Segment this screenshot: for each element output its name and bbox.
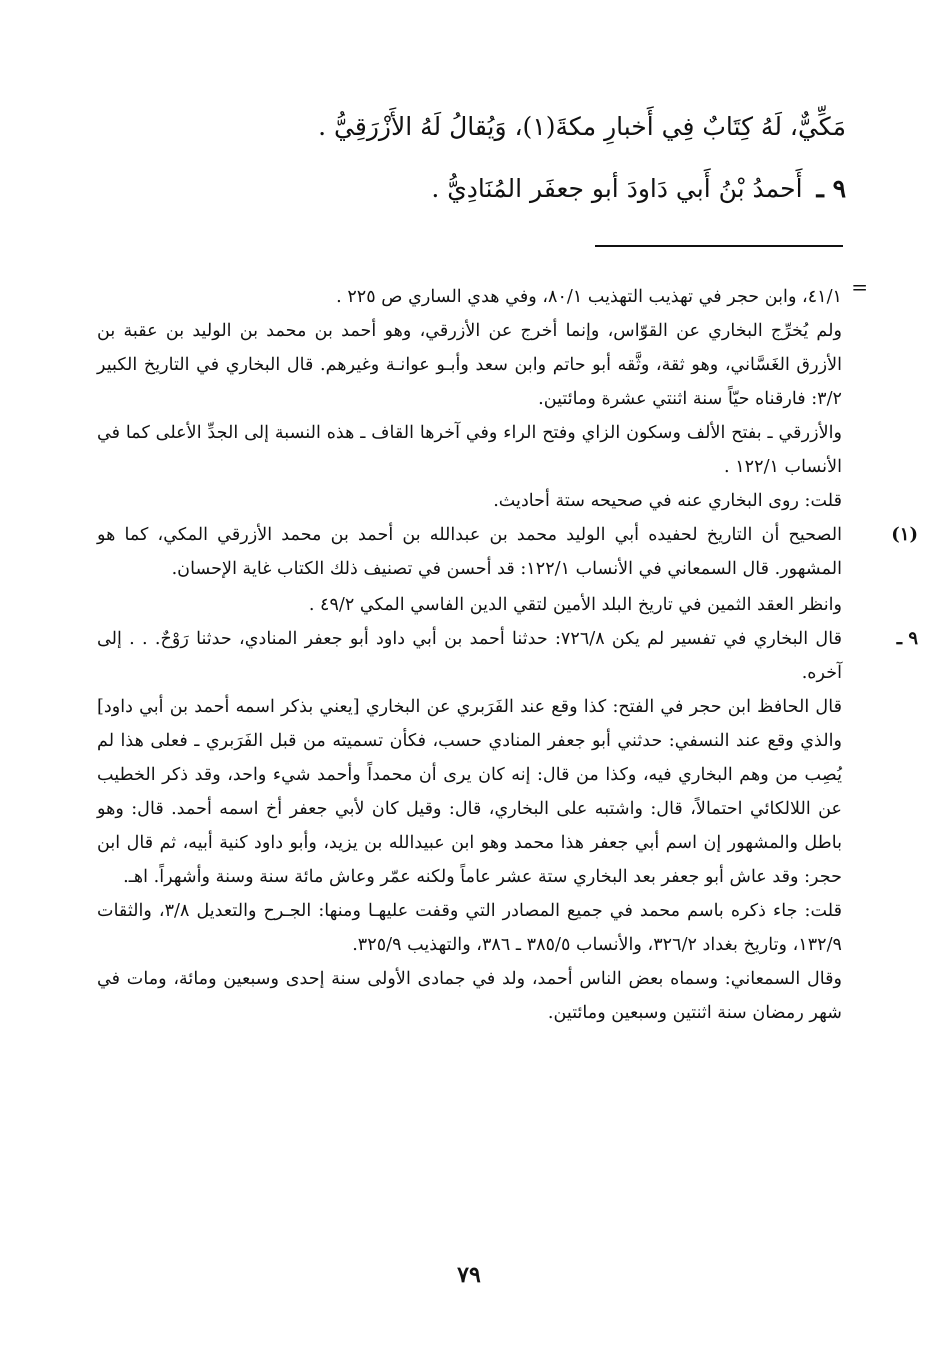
main-line-1: مَكِّيٌّ، لَهُ كِتَابٌ فِي أَخبارِ مكةَ(١)، وَيُقالُ لَهُ الأَزْرَقِيُّ . (318, 112, 846, 141)
page-number: ٧٩ (457, 1262, 481, 1288)
entry-9-name: أَحمدُ بْنُ أَبي دَاودَ أبو جعفَر المُنَادِيُّ . (431, 174, 803, 203)
entry-9-number: ٩ ـ (816, 174, 846, 203)
footnote-continued-paragraph: قلت: روى البخاري عنه في صحيحه ستة أحاديث. (493, 491, 842, 511)
footnote-continued-paragraph: ولم يُخرِّج البخاري عن القوّاس، وإنما أخرج عن الأزرقي، وهو أحمد بن محمد بن الوليد بن عقبة بن الأزرق الغَسَّاني، وهو ثقة، وثَّقه أبو حاتم وابن سعد وأبـو عوانـة وغيرهم. قال البخاري في التاريخ الكبير ٣/٢: فارقناه حيّاً سنة اثنتي عشرة ومائتين. (97, 321, 842, 409)
footnotes (97, 280, 918, 1030)
footnote-1-marker: (١) (891, 524, 918, 545)
footnote-9-paragraph: قال الحافظ ابن حجر في الفتح: كذا وقع عند الفَرَبري عن البخاري [يعني بذكر اسمه أحمد بن أبي داود] والذي وقع عند النسفي: حدثني أبو جعفر المنادي حسب، فكأن تسميته من قبل الفَرَبري ـ فعلى هذا لم يُصِب من وهم البخاري فيه، وكذا من قال: إنه كان يرى أن محمداً وأحمد شيء واحد، وقد ذكر الخطيب عن اللالكائي احتمالاً، قال: واشتبه على البخاري، قال: وقيل كان لأبي جعفر أخ اسمه أحمد. قال: وهو باطل والمشهور إن اسم أبي جعفر هذا محمد وهو ابن عبيدالله بن يزيد، وأبو داود كنية أبيه، ثم قال ابن حجر: وقد عاش أبو جعفر بعد البخاري ستة عشر عاماً ولكنه عمّر وعاش مائة سنة وسنة وأشهراً. اهـ. (97, 697, 842, 887)
footnote-9-paragraph: وقال السمعاني: وسماه بعض الناس أحمد، ولد في جمادى الأولى سنة إحدى وسبعين ومائة، ومات في شهر رمضان سنة اثنتين وسبعين ومائتين. (97, 969, 842, 1023)
footnote-separator (595, 245, 843, 247)
footnote-1-paragraph: الصحيح أن التاريخ لحفيده أبي الوليد محمد بن عبدالله بن أحمد بن محمد الأزرقي المكي، كما هو المشهور. قال السمعاني في الأنساب ١٢٢/١: قد أحسن في تصنيف ذلك الكتاب غاية الإحسان. (97, 525, 842, 579)
footnote-9-marker: ٩ ـ (896, 628, 918, 649)
continuation-mark: = (851, 275, 868, 299)
entry-9-heading (106, 158, 846, 220)
footnote-9-paragraph: قلت: جاء ذكره باسم محمد في جميع المصادر التي وقفت عليهـا ومنها: الجـرح والتعديل ٣/٨، والثقات ١٣٢/٩، وتاريخ بغداد ٣٢٦/٢، والأنساب ٣٨٥/٥ ـ ٣٨٦، والتهذيب ٣٢٥/٩. (97, 901, 842, 955)
main-text (106, 96, 846, 220)
footnote-9-paragraph: قال البخاري في تفسير لم يكن ٧٢٦/٨: حدثنا أحمد بن أبي داود أبو جعفر المنادي، حدثنا رَوْحٌ. . . إلى آخره. (97, 629, 842, 683)
footnote-9 (97, 622, 918, 1030)
footnote-1-paragraph: وانظر العقد الثمين في تاريخ البلد الأمين لتقي الدين الفاسي المكي ٤٩/٢ . (308, 595, 842, 615)
footnote-continued-paragraph: والأزرقي ـ بفتح الألف وسكون الزاي وفتح الراء وفي آخرها القاف ـ هذه النسبة إلى الجدِّ الأعلى كما في الأنساب ١٢٢/١ . (97, 423, 842, 477)
footnote-continued-paragraph: ٤١/١، وابن حجر في تهذيب التهذيب ٨٠/١، وفي هدي الساري ص ٢٢٥ . (336, 287, 842, 307)
footnote-1 (97, 518, 918, 622)
